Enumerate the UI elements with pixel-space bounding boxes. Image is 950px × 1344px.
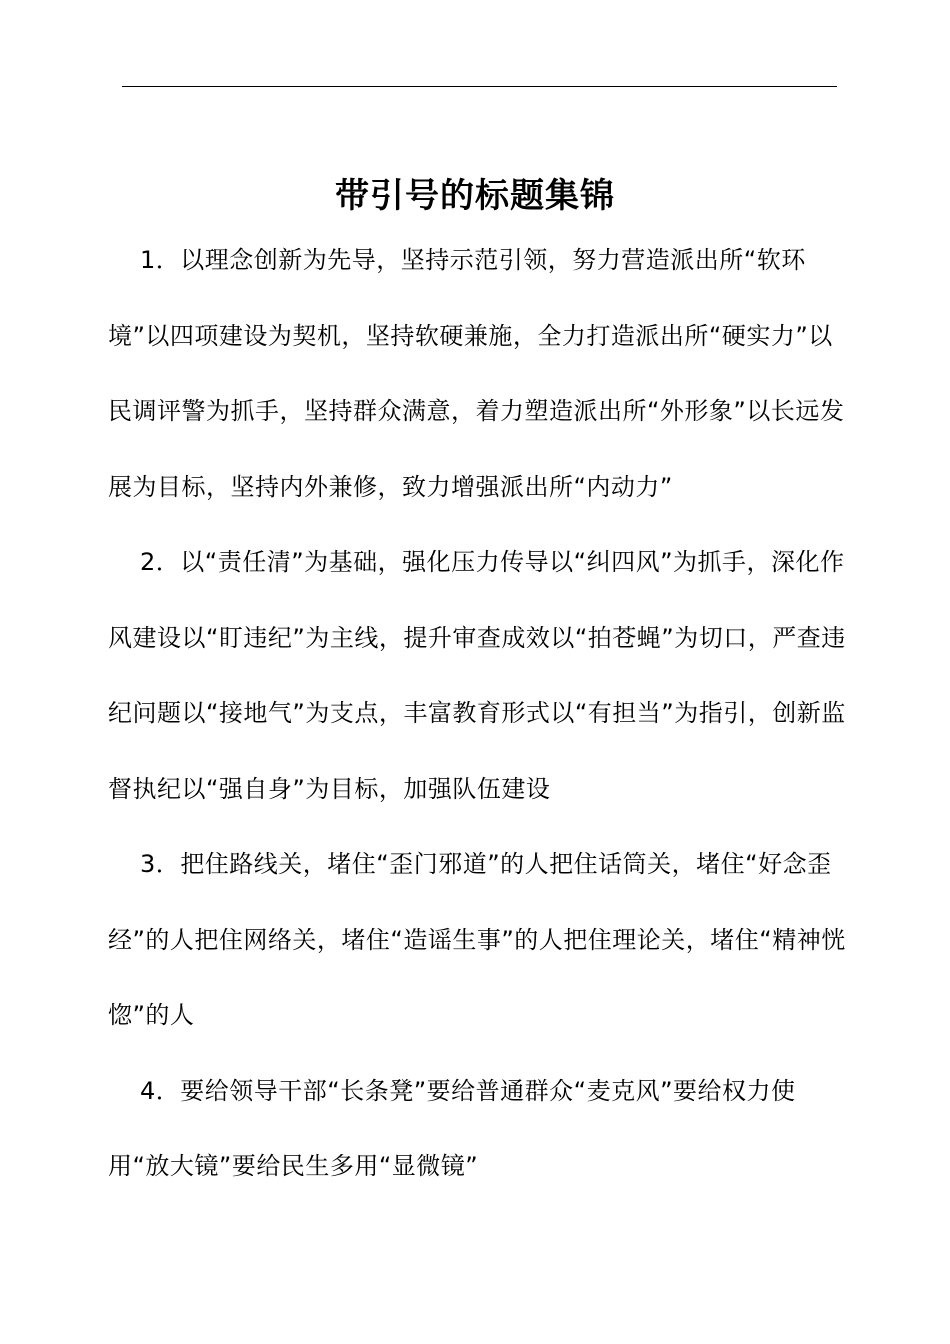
header-rule bbox=[122, 86, 837, 87]
document-title: 带引号的标题集锦 bbox=[335, 175, 615, 216]
list-item-1: 1．以理念创新为先导，坚持示范引领，努力营造派出所“软环境”以四项建设为契机，坚持软硬兼施，全力打造派出所“硬实力”以民调评警为抓手，坚持群众满意，着力塑造派出所“外形象”以长远发展为目标，坚持内外兼修，致力增强派出所“内动力” bbox=[108, 246, 845, 501]
document-body bbox=[108, 223, 848, 1205]
list-item-2: 2．以“责任清”为基础，强化压力传导以“纠四风”为抓手，深化作风建设以“盯违纪”为主线，提升审查成效以“拍苍蝇”为切口，严查违纪问题以“接地气”为支点，丰富教育形式以“有担当”为指引，创新监督执纪以“强自身”为目标，加强队伍建设 bbox=[108, 548, 846, 803]
list-item-3: 3．把住路线关，堵住“歪门邪道”的人把住话筒关，堵住“好念歪经”的人把住网络关，堵住“造谣生事”的人把住理论关，堵住“精神恍惚”的人 bbox=[108, 850, 846, 1029]
list-item-4: 4．要给领导干部“长条凳”要给普通群众“麦克风”要给权力使用“放大镜”要给民生多用“显微镜” bbox=[108, 1076, 796, 1180]
